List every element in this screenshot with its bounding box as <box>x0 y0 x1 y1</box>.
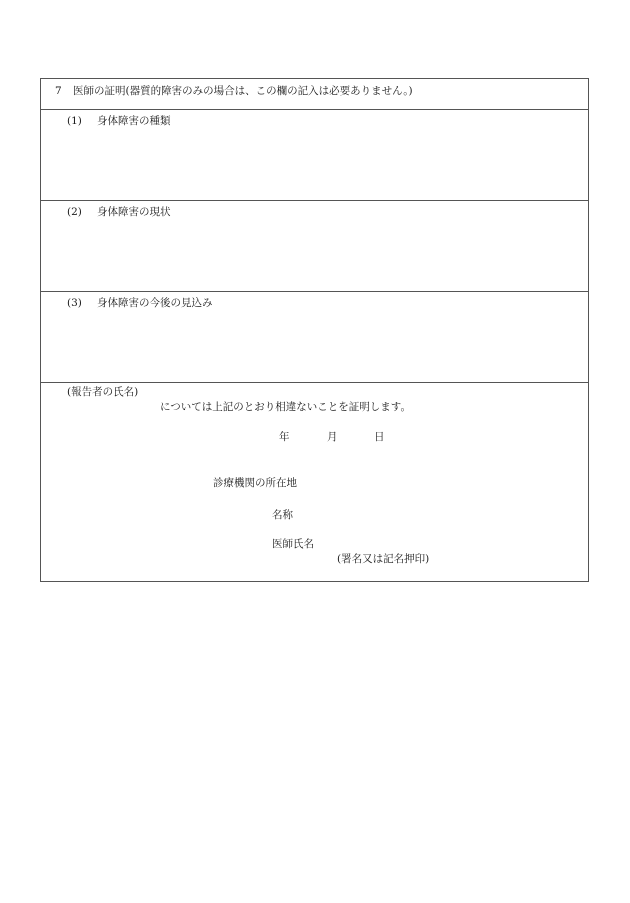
item-label: 身体障害の現状 <box>97 206 171 218</box>
section-number: 7 <box>55 85 62 97</box>
doctor-name-label: 医師氏名 <box>272 538 314 550</box>
section-title: 医師の証明(器質的障害のみの場合は、この欄の記入は必要ありません。) <box>73 85 413 97</box>
certification-statement: については上記のとおり相違ないことを証明します。 <box>160 401 411 413</box>
item-number: (2) <box>67 206 82 218</box>
item-disability-type <box>41 110 588 201</box>
item-disability-outlook <box>41 292 588 383</box>
item-number: (3) <box>67 297 82 309</box>
item-label: 身体障害の種類 <box>97 115 171 127</box>
item-disability-status <box>41 201 588 292</box>
signature-note: (署名又は記名押印) <box>337 553 430 565</box>
date-month-label: 月 <box>327 431 338 443</box>
item-number: (1) <box>67 115 82 127</box>
date-day-label: 日 <box>374 431 385 443</box>
clinic-name-label: 名称 <box>272 509 293 521</box>
date-year-label: 年 <box>279 431 290 443</box>
clinic-address-label: 診療機関の所在地 <box>213 477 297 489</box>
reporter-name-label: (報告者の氏名) <box>67 386 139 398</box>
doctor-certificate-form <box>40 78 589 582</box>
certification-block <box>41 383 588 581</box>
section-header <box>41 79 588 110</box>
item-label: 身体障害の今後の見込み <box>97 297 213 309</box>
